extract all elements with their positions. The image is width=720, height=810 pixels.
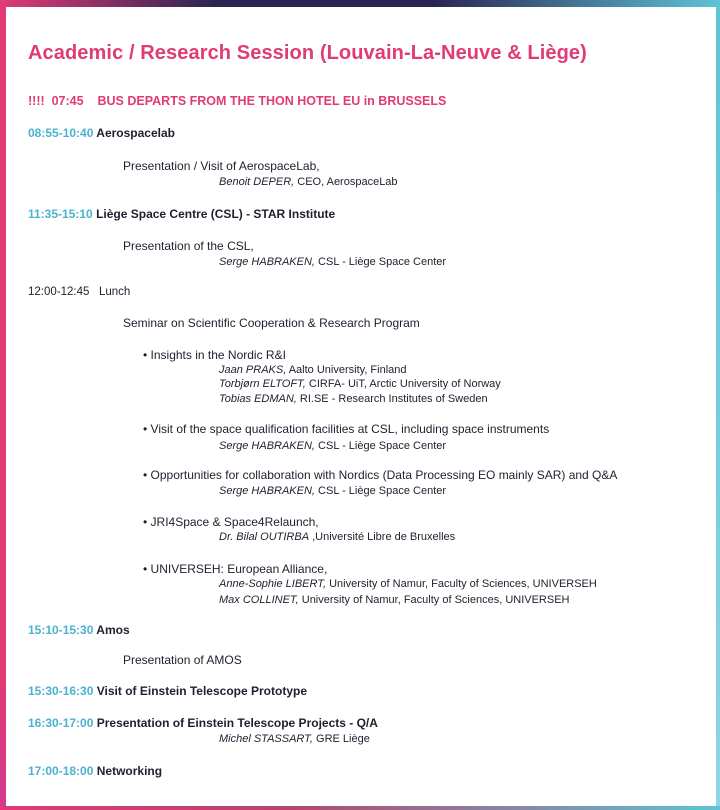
speaker-line [219, 440, 446, 452]
slot-lunch [28, 286, 130, 298]
speaker-line [219, 378, 501, 390]
speaker-name: Serge HABRAKEN, [219, 256, 315, 268]
seminar-item-nordic: • Insights in the Nordic R&I [143, 348, 286, 362]
speaker-name: Max COLLINET, [219, 594, 299, 606]
slot-csl [28, 207, 335, 221]
speaker-name: Jaan PRAKS, [219, 364, 287, 376]
bus-departure-notice [28, 94, 446, 108]
speaker-name: Benoit DEPER, [219, 176, 295, 188]
right-border [716, 0, 720, 810]
speaker-affiliation: ,Université Libre de Bruxelles [309, 531, 456, 543]
slot-description: Presentation of the CSL, [123, 239, 254, 253]
speaker-line [219, 578, 597, 590]
speaker-line [219, 393, 488, 405]
speaker-affiliation: Aalto University, Finland [286, 364, 407, 376]
speaker-affiliation: CSL - Liège Space Center [314, 440, 447, 452]
slot-label: Aerospacelab [96, 126, 175, 140]
speaker-name: Michel STASSART, [219, 733, 313, 745]
bus-alert-prefix: !!!! [28, 94, 45, 108]
speaker-name: Anne-Sophie LIBERT, [219, 578, 327, 590]
speaker-affiliation: RI.SE - Research Institutes of Sweden [296, 393, 488, 405]
speaker-affiliation: GRE Liège [312, 733, 370, 745]
seminar-item-facilities: • Visit of the space qualification facilities at CSL, including space instruments [143, 422, 550, 436]
slot-time: 08:55-10:40 [28, 126, 94, 140]
slot-einstein-projects [28, 716, 378, 730]
slot-label: Liège Space Centre (CSL) - STAR Institute [96, 207, 336, 221]
speaker-line [219, 176, 398, 188]
bottom-border [0, 806, 720, 810]
slot-time: 15:30-16:30 [28, 684, 94, 698]
slot-networking [28, 764, 162, 778]
speaker-affiliation: CSL - Liège Space Center [314, 256, 447, 268]
speaker-affiliation: CSL - Liège Space Center [314, 485, 447, 497]
speaker-line [219, 531, 455, 543]
seminar-item-jri4space: • JRI4Space & Space4Relaunch, [143, 515, 319, 529]
top-border [0, 0, 720, 7]
slot-aerospacelab [28, 126, 175, 140]
slot-time: 11:35-15:10 [28, 207, 93, 221]
seminar-title: Seminar on Scientific Cooperation & Research Program [123, 316, 420, 330]
seminar-item-collaboration: • Opportunities for collaboration with Nordics (Data Processing EO mainly SAR) and Q&A [143, 468, 618, 482]
speaker-affiliation: University of Namur, Faculty of Sciences, UNIVERSEH [326, 578, 597, 590]
speaker-name: Serge HABRAKEN, [219, 485, 315, 497]
bus-time: 07:45 [51, 94, 84, 108]
slot-label: Presentation of Einstein Telescope Projects - Q/A [96, 716, 378, 730]
slot-amos [28, 623, 130, 637]
speaker-line [219, 364, 407, 376]
speaker-name: Torbjørn ELTOFT, [219, 378, 306, 390]
slot-einstein-visit [28, 684, 307, 698]
seminar-item-universeh: • UNIVERSEH: European Alliance, [143, 562, 328, 576]
slot-description: Presentation of AMOS [123, 653, 242, 667]
speaker-affiliation: CEO, AerospaceLab [294, 176, 398, 188]
speaker-name: Serge HABRAKEN, [219, 440, 315, 452]
speaker-affiliation: University of Namur, Faculty of Sciences, UNIVERSEH [298, 594, 570, 606]
speaker-affiliation: CIRFA- UiT, Arctic University of Norway [305, 378, 501, 390]
bus-text: BUS DEPARTS FROM THE THON HOTEL EU in BRUSSELS [97, 94, 447, 108]
speaker-line [219, 733, 370, 745]
speaker-name: Tobias EDMAN, [219, 393, 297, 405]
slot-description: Presentation / Visit of AerospaceLab, [123, 159, 320, 173]
speaker-line [219, 485, 446, 497]
slot-label: Visit of Einstein Telescope Prototype [96, 684, 308, 698]
left-border [0, 0, 6, 810]
page-title: Academic / Research Session (Louvain-La-Neuve & Liège) [28, 42, 587, 64]
slot-time: 15:10-15:30 [28, 623, 94, 637]
slot-label: Amos [96, 623, 130, 637]
slot-time: 16:30-17:00 [28, 716, 94, 730]
slot-time: 12:00-12:45 [28, 286, 90, 298]
slot-label: Lunch [98, 286, 131, 298]
slot-label: Networking [96, 764, 163, 778]
speaker-line [219, 594, 570, 606]
speaker-line [219, 256, 446, 268]
speaker-name: Dr. Bilal OUTIRBA [219, 531, 310, 543]
slot-time: 17:00-18:00 [28, 764, 94, 778]
